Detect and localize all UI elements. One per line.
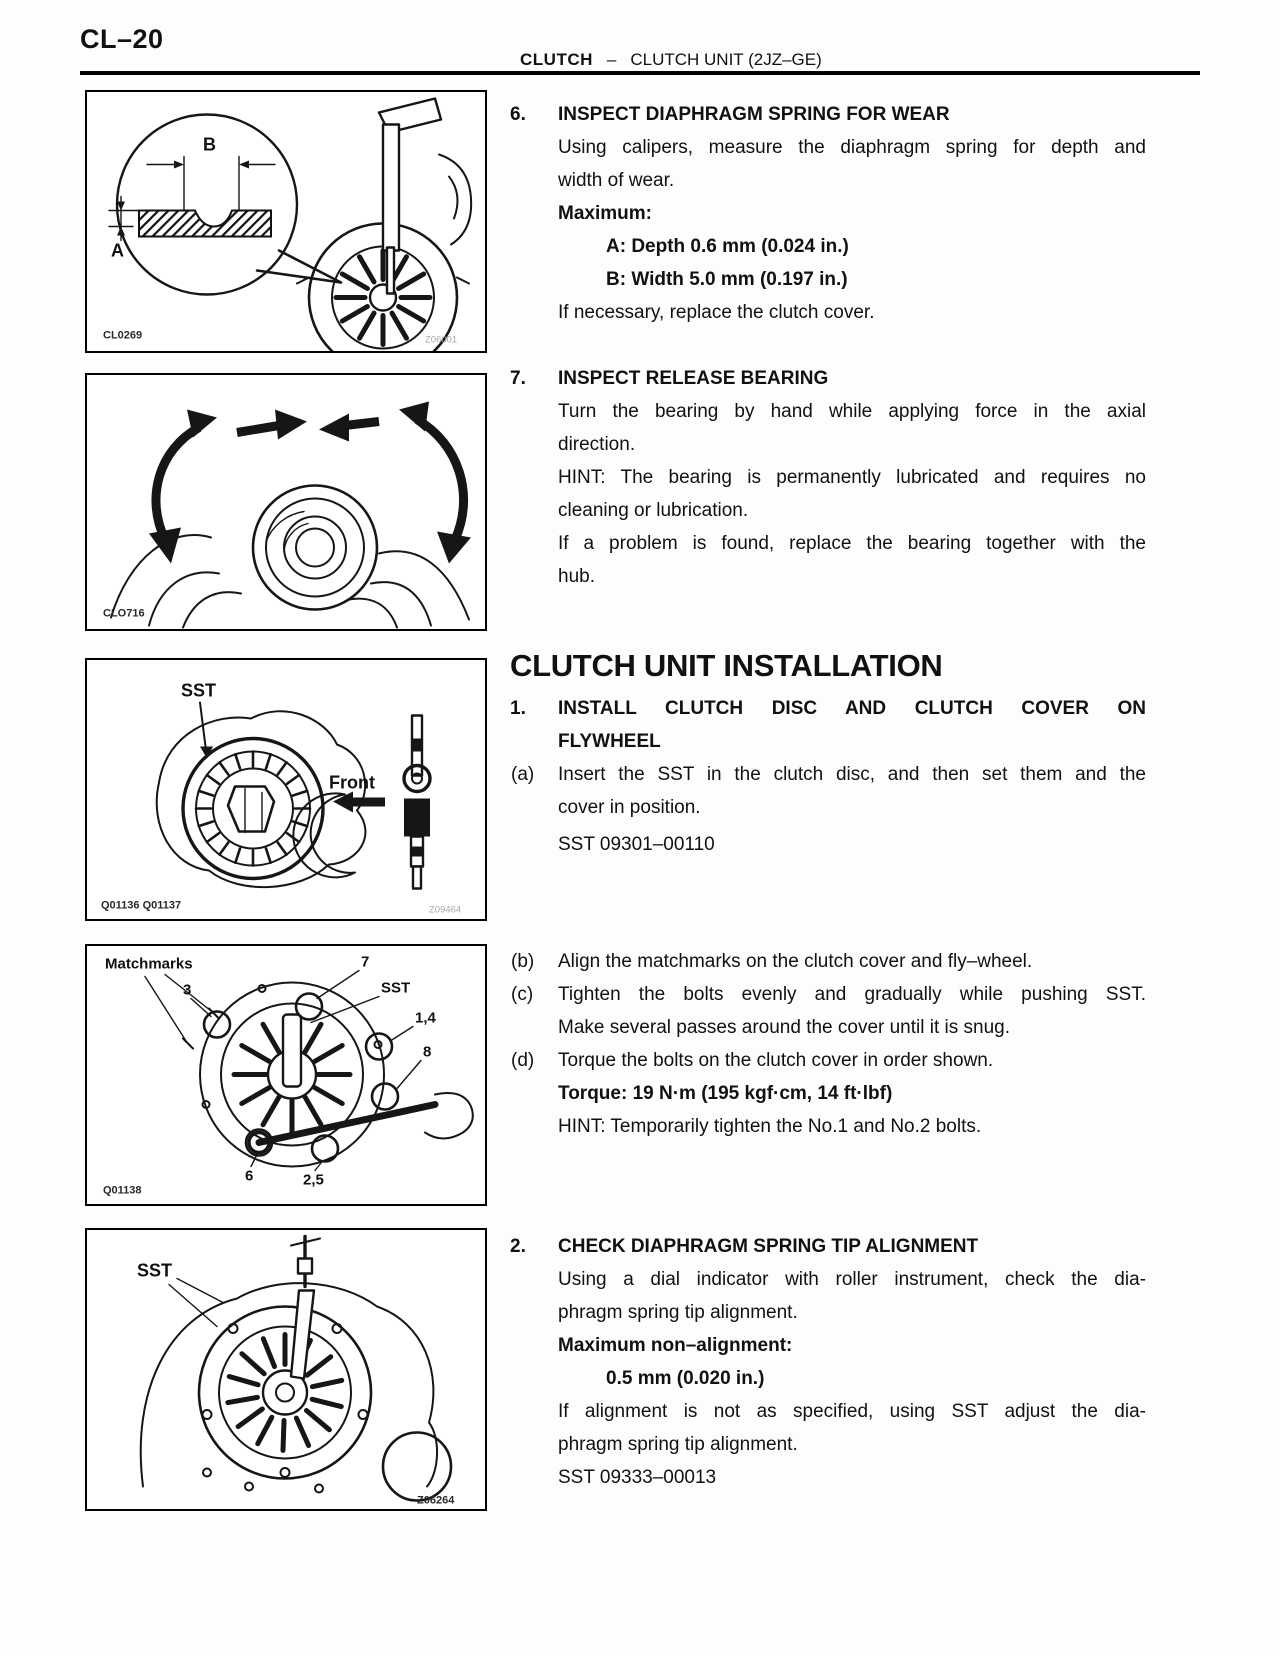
header-rule xyxy=(80,71,1200,75)
bolt-8 xyxy=(372,1084,398,1110)
release-bearing-illustration xyxy=(87,375,485,629)
hand-outline xyxy=(439,155,471,245)
inst-step1-number: 1. xyxy=(510,698,526,719)
figure-code: CLO716 xyxy=(103,607,145,620)
sst-number: SST 09301–00110 xyxy=(558,834,715,855)
bolt-1-4-label: 1,4 xyxy=(415,1009,436,1027)
dimension-label-a: A xyxy=(111,240,124,261)
sst-tool-drawing xyxy=(404,716,430,889)
rotate-arrow-left xyxy=(156,428,199,540)
item-c-text: Tighten the bolts evenly and gradually while pushing SST. Make several passes around the cover until it is snug. xyxy=(558,984,1146,1038)
figure-release-bearing xyxy=(85,373,487,631)
sst-handle xyxy=(283,1015,301,1087)
sst-rod xyxy=(291,1291,314,1379)
bolt-sequence-illustration xyxy=(87,946,485,1204)
figure-tip-alignment xyxy=(85,1228,487,1511)
step6-number: 6. xyxy=(510,104,526,125)
bolt-2-5-label: 2,5 xyxy=(303,1171,324,1189)
sst-label: SST xyxy=(137,1260,173,1281)
axial-arrow-left xyxy=(345,422,379,426)
bolt-8-label: 8 xyxy=(423,1043,432,1061)
item-a-label: (a) xyxy=(511,764,535,785)
item-c-label: (c) xyxy=(511,984,534,1005)
item-a-text: Insert the SST in the clutch disc, and then set them and the cover in position. xyxy=(558,764,1146,818)
step2-spec-label: Maximum non–alignment: xyxy=(558,1335,793,1356)
sst-install-illustration xyxy=(87,660,485,919)
item-b-label: (b) xyxy=(511,951,535,972)
dimension-label-b: B xyxy=(203,134,216,155)
inspection-hole xyxy=(383,1433,451,1501)
bolt-7-label: 7 xyxy=(361,953,370,971)
torque-wrench xyxy=(259,1105,435,1143)
section-title: CLUTCH UNIT INSTALLATION xyxy=(510,648,943,683)
front-label: Front xyxy=(329,772,375,793)
step2-spec-value: 0.5 mm (0.020 in.) xyxy=(606,1368,765,1389)
step7-paragraph: Turn the bearing by hand while applying force in the axial direction. xyxy=(558,401,1146,455)
step6-spec-a: A: Depth 0.6 mm (0.024 in.) xyxy=(606,236,849,257)
sst-number-2: SST 09333–00013 xyxy=(558,1467,717,1488)
tip-alignment-illustration xyxy=(87,1230,485,1509)
matchmarks-label: Matchmarks xyxy=(105,955,193,973)
step6-spec-b: B: Width 5.0 mm (0.197 in.) xyxy=(606,269,848,290)
figure-sst-install xyxy=(85,658,487,921)
figure-code-right: Z06001 xyxy=(425,334,458,346)
step2-note: If alignment is not as specified, using SST adjust the dia- phragm spring tip alignment. xyxy=(558,1401,1146,1455)
figure-code: CL0269 xyxy=(103,329,143,342)
page-number: CL–20 xyxy=(80,24,164,54)
breadcrumb-subsection: CLUTCH UNIT (2JZ–GE) xyxy=(630,50,822,69)
hand-outline xyxy=(425,1093,473,1139)
bolt-6-label: 6 xyxy=(245,1167,254,1185)
right-hand-outline xyxy=(349,551,469,627)
figure-bolt-sequence xyxy=(85,944,487,1206)
item-b-text: Align the matchmarks on the clutch cover and fly–wheel. xyxy=(558,951,1033,972)
breadcrumb-section: CLUTCH xyxy=(520,50,593,69)
axial-arrow-right xyxy=(237,426,279,433)
breadcrumb xyxy=(520,50,822,70)
rotate-arrow-right xyxy=(417,420,464,540)
step7-title: INSPECT RELEASE BEARING xyxy=(558,368,829,389)
step6-paragraph: Using calipers, measure the diaphragm spring for depth and width of wear. xyxy=(558,137,1146,191)
hint-text: HINT: Temporarily tighten the No.1 and No.2 bolts. xyxy=(558,1116,982,1137)
figure-code-right: Z09464 xyxy=(429,904,462,916)
item-d-label: (d) xyxy=(511,1050,535,1071)
inst-step2-title: CHECK DIAPHRAGM SPRING TIP ALIGNMENT xyxy=(558,1236,979,1257)
clutch-cover-rings xyxy=(199,1307,371,1479)
figure-diaphragm-wear xyxy=(85,90,487,353)
inst-step2-number: 2. xyxy=(510,1236,526,1257)
figure-code: Q01136 Q01137 xyxy=(101,899,182,912)
step6-spec-label: Maximum: xyxy=(558,203,652,224)
inst-step1-title: INSTALL CLUTCH DISC AND CLUTCH COVER ON FLYWHEEL xyxy=(558,698,1146,752)
figure-code: Q01138 xyxy=(103,1184,142,1197)
step2-paragraph: Using a dial indicator with roller instrument, check the dia- phragm spring tip alignment. xyxy=(558,1269,1146,1323)
breadcrumb-separator: – xyxy=(606,50,617,69)
torque-spec: Torque: 19 N·m (195 kgf·cm, 14 ft·lbf) xyxy=(558,1083,893,1104)
bearing-rings xyxy=(253,486,377,610)
step7-number: 7. xyxy=(510,368,526,389)
bolt-3-label: 3 xyxy=(183,981,192,999)
figure-code: Z06264 xyxy=(417,1494,455,1507)
bolt-2-5 xyxy=(312,1136,338,1162)
dial-indicator xyxy=(291,1237,320,1287)
step6-note: If necessary, replace the clutch cover. xyxy=(558,302,875,323)
caliper-measurement-illustration xyxy=(87,92,485,351)
sst-label: SST xyxy=(381,979,411,997)
sst-label: SST xyxy=(181,680,217,701)
item-d-text: Torque the bolts on the clutch cover in order shown. xyxy=(558,1050,994,1071)
step7-note: If a problem is found, replace the bearing together with the hub. xyxy=(558,533,1146,587)
step7-hint: HINT: The bearing is permanently lubricated and requires no cleaning or lubrication. xyxy=(558,467,1146,521)
step6-title: INSPECT DIAPHRAGM SPRING FOR WEAR xyxy=(558,104,950,125)
